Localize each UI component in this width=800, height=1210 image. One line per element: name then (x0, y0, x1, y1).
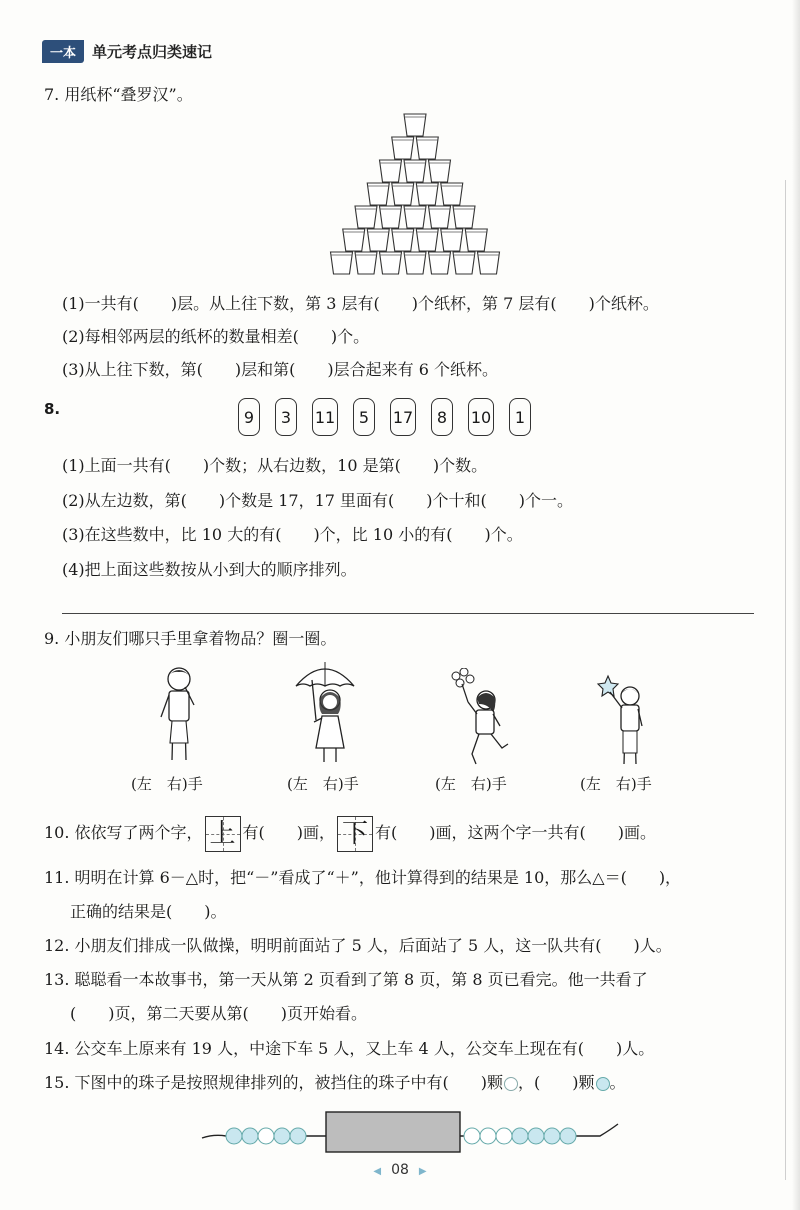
bead (464, 1128, 480, 1144)
page-edge-rule (785, 180, 786, 1180)
kid2-hand-choice[interactable]: (左 右)手 (287, 775, 359, 793)
bead (242, 1128, 258, 1144)
q8-sub3: (3)在这些数中，比 10 大的有( )个，比 10 小的有( )个。 (62, 525, 523, 544)
q8-sub1: (1)上面一共有( )个数；从右边数，10 是第( )个数。 (62, 456, 488, 475)
next-arrow-icon: ▶ (418, 1166, 427, 1177)
q15-part2: ，( )颗 (518, 1073, 595, 1092)
bead (258, 1128, 274, 1144)
blue-bead-icon (596, 1077, 610, 1091)
q10-mid1: 有( )画， (242, 823, 336, 842)
answer-divider (62, 613, 754, 614)
bead (560, 1128, 576, 1144)
q10-mid2: 有( )画，这两个字一共有( )画。 (375, 823, 657, 842)
number-card: 3 (275, 398, 297, 436)
q7-sub3: (3)从上往下数，第( )层和第( )层合起来有 6 个纸杯。 (62, 360, 498, 379)
page-number (0, 1162, 800, 1178)
q10-line (44, 815, 656, 852)
q7-sub1: (1)一共有( )层。从上往下数，第 3 层有( )个纸杯，第 7 层有( )个纸杯。 (62, 294, 659, 313)
page-header (42, 40, 212, 63)
q11-line1: 11. 明明在计算 6－△时，把“－”看成了“＋”，他计算得到的结果是 10，那么△＝( )， (44, 868, 682, 887)
header-title: 单元考点归类速记 (92, 43, 213, 61)
bead (274, 1128, 290, 1144)
bead (512, 1128, 528, 1144)
white-bead-icon (504, 1077, 518, 1091)
q9-title: 9. 小朋友们哪只手里拿着物品？圈一圈。 (44, 629, 337, 648)
number-card: 8 (431, 398, 453, 436)
q8-number-cards (238, 398, 531, 436)
q13-line2: ( )页，第二天要从第( )页开始看。 (70, 1004, 367, 1023)
tian-grid-char1 (205, 816, 241, 852)
q14-line1: 14. 公交车上原来有 19 人，中途下车 5 人，又上车 4 人，公交车上现在有( )人。 (44, 1039, 655, 1058)
prev-arrow-icon: ◀ (373, 1166, 382, 1177)
char-shang: 上 (209, 818, 236, 849)
page-number-text: 08 (391, 1162, 409, 1178)
q8-sub2: (2)从左边数，第( )个数是 17，17 里面有( )个十和( )个一。 (62, 491, 574, 510)
char-xia: 下 (342, 818, 369, 849)
child-with-star-illustration (596, 674, 650, 769)
q8-number: 8. (44, 400, 61, 418)
q15-part3: 。 (609, 1073, 626, 1092)
q10-prefix: 10. 依依写了两个字， (44, 823, 203, 842)
number-card: 17 (390, 398, 416, 436)
bead-string-diagram (200, 1110, 620, 1156)
q7-title: 7. 用纸杯“叠罗汉”。 (44, 85, 193, 104)
bead-cover-box (326, 1112, 460, 1152)
page-edge-shadow (792, 0, 800, 1210)
number-card: 9 (238, 398, 260, 436)
q12-line1: 12. 小朋友们排成一队做操，明明前面站了 5 人，后面站了 5 人，这一队共有( )人。 (44, 936, 672, 955)
bead (226, 1128, 242, 1144)
q7-sub2: (2)每相邻两层的纸杯的数量相差( )个。 (62, 327, 370, 346)
number-card: 5 (353, 398, 375, 436)
q15-line (44, 1072, 626, 1094)
q15-part1: 15. 下图中的珠子是按照规律排列的，被挡住的珠子中有( )颗 (44, 1073, 504, 1092)
child-hand-on-face-illustration (152, 665, 206, 767)
tian-grid-char2 (337, 816, 373, 852)
q11-line2: 正确的结果是( )。 (70, 902, 227, 921)
bead (290, 1128, 306, 1144)
child-with-umbrella-illustration (290, 658, 360, 768)
bead (480, 1128, 496, 1144)
bead (528, 1128, 544, 1144)
number-card: 10 (468, 398, 494, 436)
child-with-flowers-illustration (446, 668, 516, 768)
number-card: 11 (312, 398, 338, 436)
bead (544, 1128, 560, 1144)
header-badge: 一本 (42, 40, 84, 63)
q8-sub4: (4)把上面这些数按从小到大的顺序排列。 (62, 560, 357, 579)
number-card: 1 (509, 398, 531, 436)
kid3-hand-choice[interactable]: (左 右)手 (435, 775, 507, 793)
kid1-hand-choice[interactable]: (左 右)手 (131, 775, 203, 793)
bead (496, 1128, 512, 1144)
kid4-hand-choice[interactable]: (左 右)手 (580, 775, 652, 793)
q13-line1: 13. 聪聪看一本故事书，第一天从第 2 页看到了第 8 页，第 8 页已看完。他一共看了 (44, 970, 648, 989)
cup-pyramid (315, 112, 515, 282)
